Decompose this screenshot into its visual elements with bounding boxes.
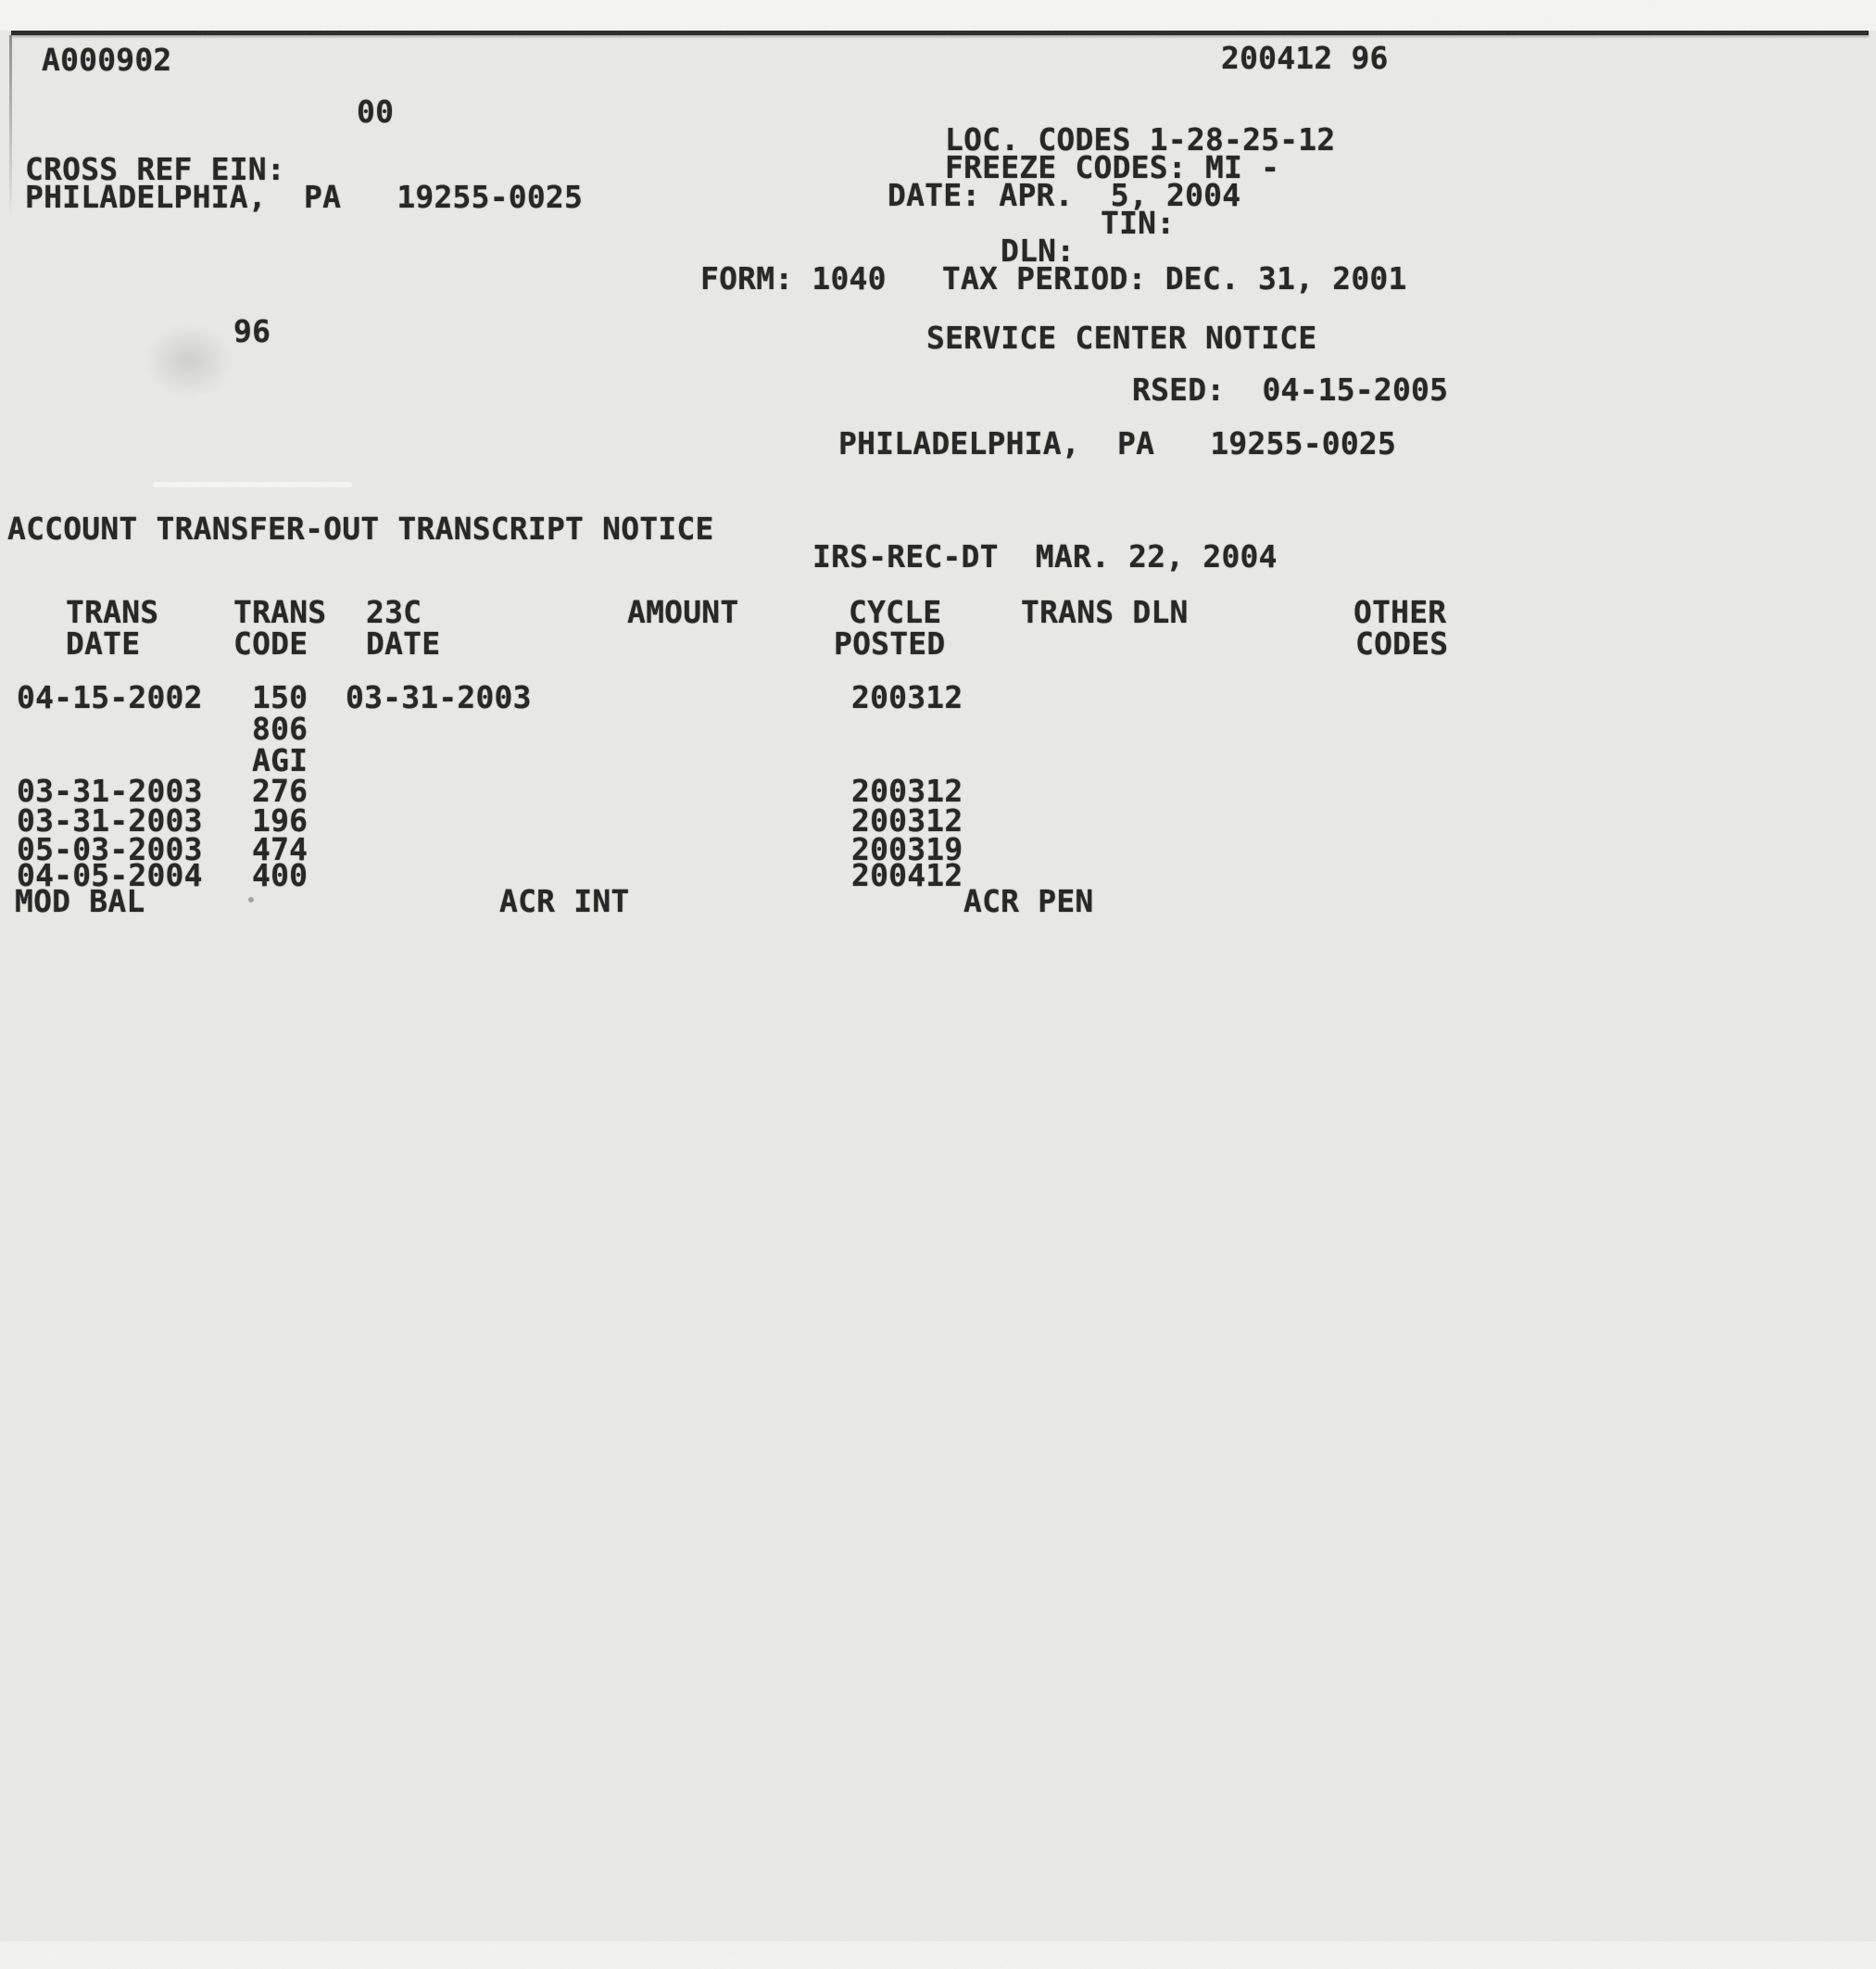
- print-control-number: A000902: [42, 42, 172, 78]
- row-trans-date: 03-31-2003: [17, 773, 203, 809]
- row-cycle-posted: 200319: [851, 831, 963, 867]
- row-trans-code: AGI: [252, 742, 308, 778]
- row-trans-code: 150: [252, 679, 308, 715]
- row-cycle-posted: 200312: [851, 773, 963, 809]
- notice-date: DATE: APR. 5, 2004: [888, 177, 1241, 213]
- row-cycle-posted: 200312: [851, 802, 963, 839]
- row-trans-code: 806: [252, 711, 308, 747]
- row-trans-date: 05-03-2003: [17, 831, 203, 867]
- row-trans-date: 04-15-2002: [17, 679, 203, 715]
- col-header-trans-date-2: DATE: [66, 625, 141, 662]
- scan-bottom-margin: [0, 1941, 1876, 1969]
- scan-top-margin: [0, 0, 1876, 31]
- col-header-23c-date-1: 23C: [366, 594, 422, 630]
- transcript-title: ACCOUNT TRANSFER-OUT TRANSCRIPT NOTICE: [7, 511, 714, 547]
- service-center-address: PHILADELPHIA, PA 19255-0025: [838, 425, 1397, 461]
- scan-speck-artifact: [248, 897, 254, 902]
- entity-code: 00: [357, 94, 395, 130]
- row-trans-date: 03-31-2003: [17, 802, 203, 839]
- mod-bal-label: MOD BAL: [15, 883, 145, 919]
- loc-codes: LOC. CODES 1-28-25-12: [945, 121, 1336, 158]
- row-cycle-posted: 200312: [851, 679, 963, 715]
- scan-left-edge-artifact: [9, 35, 12, 221]
- row-trans-code: 276: [252, 773, 308, 809]
- col-header-codes: CODES: [1355, 625, 1449, 662]
- rsed-date-line: RSED: 04-15-2005: [1132, 372, 1449, 408]
- form-tax-period-line: FORM: 1040 TAX PERIOD: DEC. 31, 2001: [700, 260, 1407, 297]
- origin-address: PHILADELPHIA, PA 19255-0025: [25, 179, 584, 215]
- col-header-trans-code-1: TRANS: [233, 594, 327, 630]
- header-rule-line: [11, 31, 1869, 35]
- mft-code: 96: [233, 313, 271, 349]
- col-header-trans-code-2: CODE: [233, 625, 308, 662]
- row-trans-date: 04-05-2004: [17, 857, 203, 893]
- row-23c-date: 03-31-2003: [346, 679, 532, 715]
- acr-int-label: ACR INT: [499, 883, 630, 919]
- col-header-23c-date-2: DATE: [366, 625, 441, 662]
- acr-pen-label: ACR PEN: [963, 883, 1094, 919]
- page-cycle-code: 200412 96: [1221, 40, 1389, 76]
- irs-received-date: IRS-REC-DT MAR. 22, 2004: [812, 538, 1278, 574]
- cross-ref-ein-label: CROSS REF EIN:: [25, 151, 285, 187]
- col-header-trans-dln: TRANS DLN: [1021, 594, 1189, 630]
- dln-label: DLN:: [1001, 233, 1076, 269]
- scan-streak-artifact: [153, 482, 352, 487]
- col-header-trans-date-1: TRANS: [66, 594, 159, 630]
- col-header-posted: POSTED: [834, 625, 946, 662]
- row-trans-code: 474: [252, 831, 308, 867]
- col-header-cycle: CYCLE: [849, 594, 942, 630]
- row-trans-code: 400: [252, 857, 308, 893]
- tin-label: TIN:: [1101, 205, 1176, 241]
- row-trans-code: 196: [252, 802, 308, 839]
- notice-type-title: SERVICE CENTER NOTICE: [926, 320, 1317, 356]
- col-header-amount: AMOUNT: [627, 594, 739, 630]
- col-header-other: OTHER: [1353, 594, 1447, 630]
- freeze-codes: FREEZE CODES: MI -: [945, 149, 1280, 185]
- scan-smudge-artifact: [146, 324, 232, 397]
- row-cycle-posted: 200412: [851, 857, 963, 893]
